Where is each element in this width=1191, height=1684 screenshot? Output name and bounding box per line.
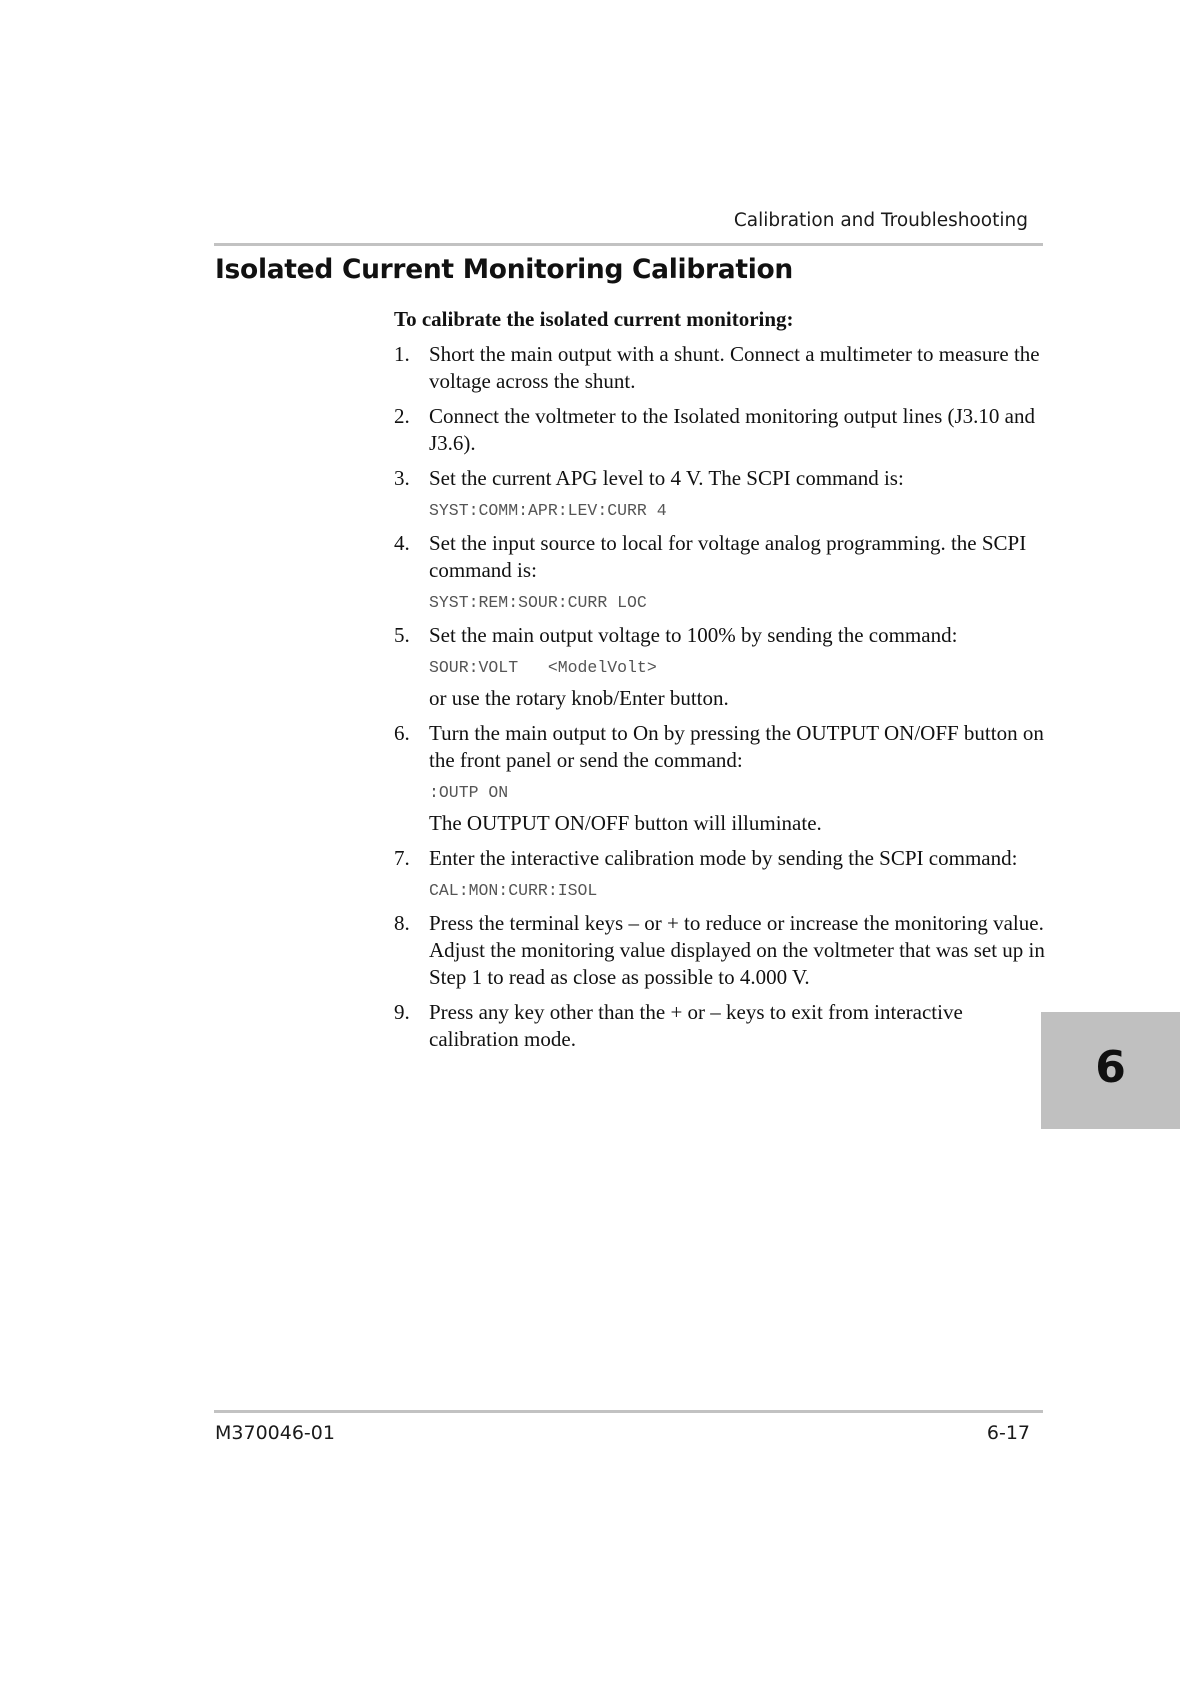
step-3 xyxy=(394,465,1048,522)
step-number: 4. xyxy=(394,531,410,555)
procedure xyxy=(394,306,1048,1061)
section-title: Isolated Current Monitoring Calibration xyxy=(215,254,793,285)
step-8 xyxy=(394,910,1048,991)
step-6 xyxy=(394,720,1048,837)
step-number: 9. xyxy=(394,1000,410,1024)
scpi-command: CAL:MON:CURR:ISOL xyxy=(429,881,598,900)
page-number: 6-17 xyxy=(986,1422,1030,1444)
step-text: Set the main output voltage to 100% by sending the command: xyxy=(429,623,958,647)
step-text: Enter the interactive calibration mode by sending the SCPI command: xyxy=(429,846,1018,870)
step-4 xyxy=(394,530,1048,614)
step-number: 3. xyxy=(394,466,410,490)
step-text: Connect the voltmeter to the Isolated monitoring output lines (J3.10 and J3.6). xyxy=(429,404,1035,455)
step-list xyxy=(394,341,1048,1053)
footer-rule xyxy=(214,1410,1043,1413)
step-text: Turn the main output to On by pressing the OUTPUT ON/OFF button on the front panel or send the command: xyxy=(429,721,1044,772)
step-2 xyxy=(394,403,1048,457)
step-7 xyxy=(394,845,1048,902)
scpi-command: SYST:COMM:APR:LEV:CURR 4 xyxy=(429,501,667,520)
step-number: 6. xyxy=(394,721,410,745)
step-text: Press any key other than the + or – keys to exit from interactive calibration mode. xyxy=(429,1000,963,1051)
procedure-heading: To calibrate the isolated current monitoring: xyxy=(394,307,794,331)
chapter-tab xyxy=(1041,1012,1180,1129)
scpi-command: SYST:REM:SOUR:CURR LOC xyxy=(429,593,647,612)
document-number: M370046-01 xyxy=(215,1422,335,1444)
scpi-command: SOUR:VOLT <ModelVolt> xyxy=(429,658,657,677)
step-number: 5. xyxy=(394,623,410,647)
step-note: or use the rotary knob/Enter button. xyxy=(429,686,729,710)
step-text: Press the terminal keys – or + to reduce or increase the monitoring value. Adjust the monitoring value displayed on the voltmeter that was set up in Step 1 to read as close as possible to 4.000 V. xyxy=(429,911,1045,989)
step-text: Short the main output with a shunt. Connect a multimeter to measure the voltage across the shunt. xyxy=(429,342,1040,393)
step-text: Set the input source to local for voltage analog programming. the SCPI command is: xyxy=(429,531,1027,582)
step-5 xyxy=(394,622,1048,712)
step-number: 7. xyxy=(394,846,410,870)
step-number: 8. xyxy=(394,911,410,935)
step-number: 1. xyxy=(394,342,410,366)
header-rule xyxy=(214,243,1043,246)
step-1 xyxy=(394,341,1048,395)
step-number: 2. xyxy=(394,404,410,428)
running-header: Calibration and Troubleshooting xyxy=(733,210,1028,231)
chapter-number: 6 xyxy=(1095,1042,1126,1093)
step-9 xyxy=(394,999,1048,1053)
step-note: The OUTPUT ON/OFF button will illuminate. xyxy=(429,811,822,835)
scpi-command: :OUTP ON xyxy=(429,783,509,802)
step-text: Set the current APG level to 4 V. The SCPI command is: xyxy=(429,466,904,490)
